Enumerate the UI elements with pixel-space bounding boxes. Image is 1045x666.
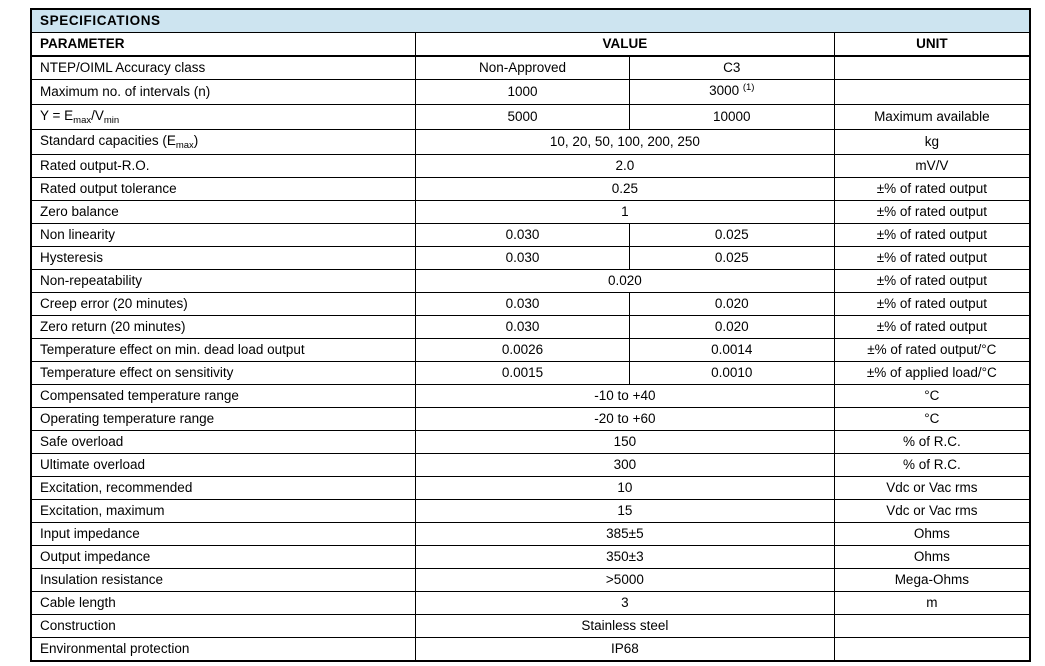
- value-span-cell: 385±5: [416, 523, 835, 546]
- unit-cell: ±% of applied load/°C: [834, 362, 1030, 385]
- parameter-cell: Excitation, recommended: [31, 477, 416, 500]
- subscript-text: max: [175, 140, 194, 151]
- value-span-cell: 10, 20, 50, 100, 200, 250: [416, 130, 835, 155]
- parameter-cell: Non linearity: [31, 224, 416, 247]
- table-row: [31, 408, 1030, 431]
- value-cell-2: 0.020: [629, 316, 834, 339]
- table-row: [31, 615, 1030, 638]
- value-span-cell: IP68: [416, 638, 835, 662]
- parameter-cell: Environmental protection: [31, 638, 416, 662]
- value-cell-2: 0.025: [629, 247, 834, 270]
- unit-cell: ±% of rated output: [834, 224, 1030, 247]
- value-span-cell: 10: [416, 477, 835, 500]
- value-cell-2: 0.0010: [629, 362, 834, 385]
- value-cell-1: 0.0015: [416, 362, 630, 385]
- table-row: [31, 592, 1030, 615]
- table-row: [31, 178, 1030, 201]
- value-span-cell: 0.25: [416, 178, 835, 201]
- parameter-cell: Compensated temperature range: [31, 385, 416, 408]
- parameter-cell: Input impedance: [31, 523, 416, 546]
- value-span-cell: 150: [416, 431, 835, 454]
- value-cell-1: 0.030: [416, 247, 630, 270]
- parameter-cell: NTEP/OIML Accuracy class: [31, 56, 416, 80]
- unit-cell: mV/V: [834, 155, 1030, 178]
- value-cell-1: Non-Approved: [416, 56, 630, 80]
- parameter-cell: Cable length: [31, 592, 416, 615]
- unit-cell: Vdc or Vac rms: [834, 500, 1030, 523]
- value-cell-1: 1000: [416, 80, 630, 105]
- table-row: [31, 130, 1030, 155]
- title-row: [31, 9, 1030, 33]
- table-row: [31, 362, 1030, 385]
- unit-cell: ±% of rated output/°C: [834, 339, 1030, 362]
- text-segment: 3000: [709, 83, 743, 98]
- superscript-text: (1): [742, 82, 755, 93]
- table-row: [31, 80, 1030, 105]
- unit-cell: °C: [834, 385, 1030, 408]
- value-span-cell: -20 to +60: [416, 408, 835, 431]
- table-row: [31, 523, 1030, 546]
- subscript-text: min: [103, 115, 120, 126]
- unit-cell: [834, 638, 1030, 662]
- unit-cell: % of R.C.: [834, 454, 1030, 477]
- parameter-cell: Non-repeatability: [31, 270, 416, 293]
- table-row: [31, 316, 1030, 339]
- value-cell-2: C3: [629, 56, 834, 80]
- parameter-cell: Safe overload: [31, 431, 416, 454]
- value-span-cell: 1: [416, 201, 835, 224]
- subscript-text: max: [73, 115, 92, 126]
- value-cell-1: 0.030: [416, 293, 630, 316]
- table-row: [31, 339, 1030, 362]
- unit-cell: ±% of rated output: [834, 293, 1030, 316]
- table-row: [31, 454, 1030, 477]
- table-row: [31, 431, 1030, 454]
- table-row: [31, 500, 1030, 523]
- parameter-cell: Temperature effect on sensitivity: [31, 362, 416, 385]
- value-span-cell: 350±3: [416, 546, 835, 569]
- table-row: [31, 385, 1030, 408]
- unit-cell: [834, 80, 1030, 105]
- table-row: [31, 56, 1030, 80]
- text-segment: Standard capacities (E: [40, 133, 176, 148]
- unit-cell: Maximum available: [834, 105, 1030, 130]
- text-segment: Y = E: [40, 108, 74, 123]
- value-span-cell: 0.020: [416, 270, 835, 293]
- value-span-cell: 300: [416, 454, 835, 477]
- unit-cell: ±% of rated output: [834, 201, 1030, 224]
- column-header-unit: UNIT: [834, 33, 1030, 57]
- table-row: [31, 155, 1030, 178]
- specifications-sheet: [30, 8, 1031, 662]
- value-cell-1: 0.030: [416, 224, 630, 247]
- table-row: [31, 247, 1030, 270]
- value-span-cell: 15: [416, 500, 835, 523]
- table-row: [31, 569, 1030, 592]
- value-cell-1: 0.0026: [416, 339, 630, 362]
- value-span-cell: -10 to +40: [416, 385, 835, 408]
- value-cell-1: 0.030: [416, 316, 630, 339]
- unit-cell: [834, 615, 1030, 638]
- parameter-cell: Temperature effect on min. dead load output: [31, 339, 416, 362]
- value-span-cell: 2.0: [416, 155, 835, 178]
- table-row: [31, 201, 1030, 224]
- unit-cell: [834, 56, 1030, 80]
- parameter-cell: Excitation, maximum: [31, 500, 416, 523]
- value-cell-2: 10000: [629, 105, 834, 130]
- parameter-cell: Zero balance: [31, 201, 416, 224]
- unit-cell: m: [834, 592, 1030, 615]
- value-span-cell: 3: [416, 592, 835, 615]
- unit-cell: Ohms: [834, 523, 1030, 546]
- column-header-parameter: PARAMETER: [31, 33, 416, 57]
- value-cell-2: 0.025: [629, 224, 834, 247]
- table-row: [31, 293, 1030, 316]
- parameter-cell: Maximum no. of intervals (n): [31, 80, 416, 105]
- table-row: [31, 477, 1030, 500]
- value-cell-1: 5000: [416, 105, 630, 130]
- parameter-cell: [31, 130, 416, 155]
- parameter-cell: Output impedance: [31, 546, 416, 569]
- column-header-value: VALUE: [416, 33, 835, 57]
- text-segment: /V: [91, 108, 104, 123]
- spec-table-body: [31, 9, 1030, 661]
- parameter-cell: [31, 105, 416, 130]
- parameter-cell: Operating temperature range: [31, 408, 416, 431]
- unit-cell: % of R.C.: [834, 431, 1030, 454]
- unit-cell: ±% of rated output: [834, 247, 1030, 270]
- parameter-cell: Rated output tolerance: [31, 178, 416, 201]
- parameter-cell: Creep error (20 minutes): [31, 293, 416, 316]
- table-row: [31, 224, 1030, 247]
- unit-cell: ±% of rated output: [834, 316, 1030, 339]
- parameter-cell: Construction: [31, 615, 416, 638]
- value-span-cell: Stainless steel: [416, 615, 835, 638]
- unit-cell: kg: [834, 130, 1030, 155]
- value-cell-2: 0.0014: [629, 339, 834, 362]
- parameter-cell: Insulation resistance: [31, 569, 416, 592]
- unit-cell: Vdc or Vac rms: [834, 477, 1030, 500]
- value-cell-2: 0.020: [629, 293, 834, 316]
- specifications-title: SPECIFICATIONS: [31, 9, 1030, 33]
- unit-cell: °C: [834, 408, 1030, 431]
- value-cell-2: [629, 80, 834, 105]
- specifications-table: [30, 8, 1031, 662]
- value-span-cell: >5000: [416, 569, 835, 592]
- unit-cell: Mega-Ohms: [834, 569, 1030, 592]
- parameter-cell: Rated output-R.O.: [31, 155, 416, 178]
- unit-cell: ±% of rated output: [834, 178, 1030, 201]
- unit-cell: Ohms: [834, 546, 1030, 569]
- table-row: [31, 270, 1030, 293]
- table-row: [31, 105, 1030, 130]
- text-segment: ): [193, 133, 199, 148]
- parameter-cell: Hysteresis: [31, 247, 416, 270]
- parameter-cell: Zero return (20 minutes): [31, 316, 416, 339]
- table-row: [31, 546, 1030, 569]
- parameter-cell: Ultimate overload: [31, 454, 416, 477]
- header-row: [31, 33, 1030, 57]
- table-row: [31, 638, 1030, 662]
- unit-cell: ±% of rated output: [834, 270, 1030, 293]
